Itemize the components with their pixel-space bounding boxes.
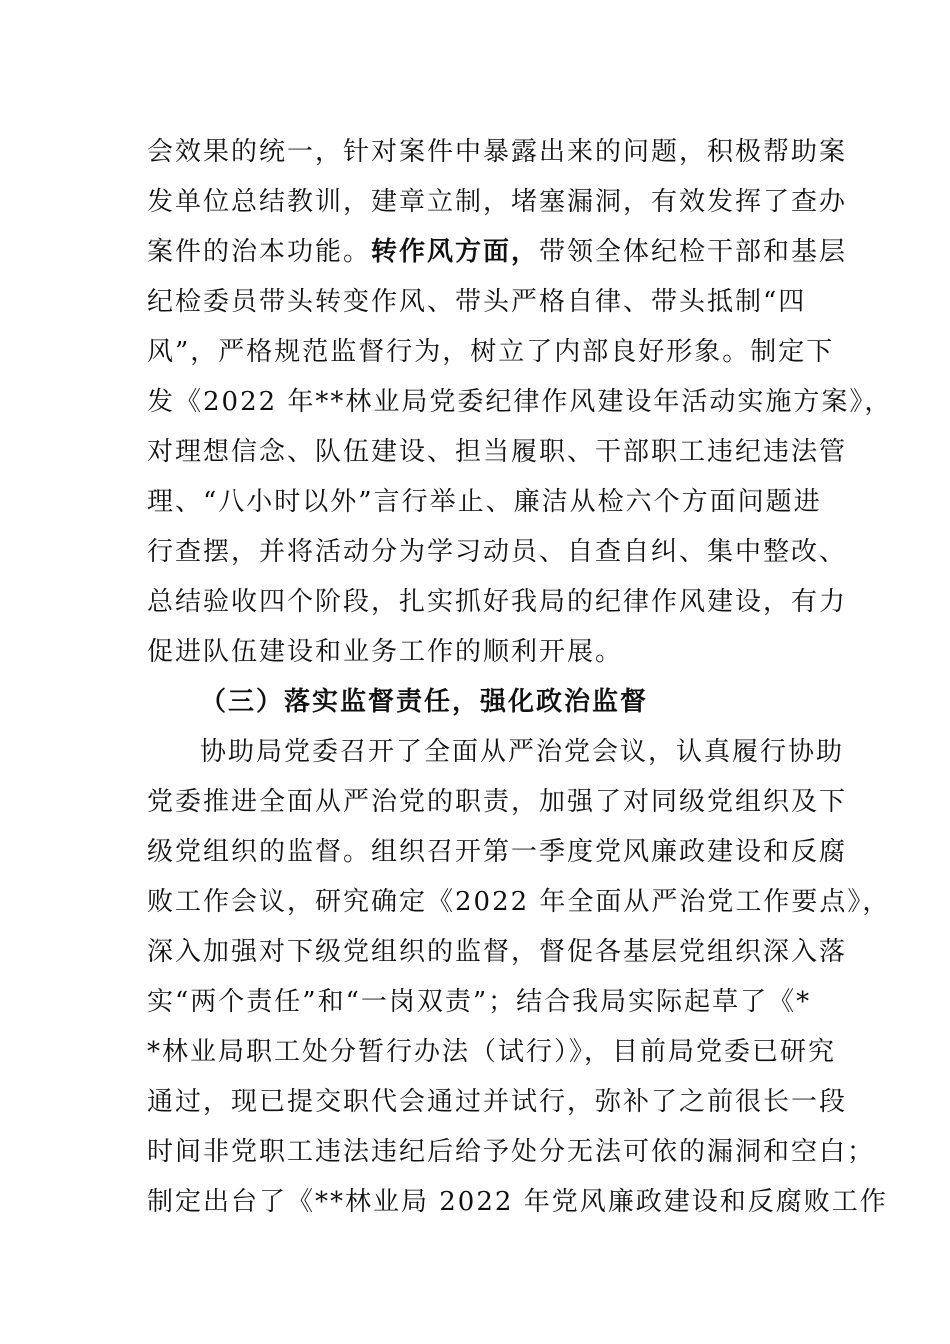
body-text-line: 会效果的统一，针对案件中暴露出来的问题，积极帮助案 (147, 137, 848, 167)
body-text-line: 发单位总结教训，建章立制，堵塞漏洞，有效发挥了查办 (147, 187, 848, 217)
body-text-line: 深入加强对下级党组织的监督，督促各基层党组织深入落 (147, 937, 848, 967)
body-text-line: 实“两个责任”和“一岗双责”；结合我局实际起草了《* (147, 987, 812, 1017)
section-heading: （三）落实监督责任，强化政治监督 (200, 687, 649, 717)
body-text-line: 时间非党职工违法违纪后给予处分无法可依的漏洞和空白； (147, 1137, 876, 1167)
body-text-line: 通过，现已提交职代会通过并试行，弥补了之前很长一段 (147, 1087, 848, 1117)
bold-emphasis: 转作风方面， (371, 237, 540, 267)
body-text-line: 发《2022 年**林业局党委纪律作风建设年活动实施方案》， (147, 387, 893, 417)
body-text-line: 对理想信念、队伍建设、担当履职、干部职工违纪违法管 (147, 437, 848, 467)
body-text-line: 纪检委员带头转变作风、带头严格自律、带头抵制“四 (147, 287, 807, 317)
body-text-line: 制定出台了《**林业局 2022 年党风廉政建设和反腐败工作 (147, 1187, 888, 1217)
body-text-line: 理、“八小时以外”言行举止、廉洁从检六个方面问题进 (147, 487, 822, 517)
body-text-line: 风”，严格规范监督行为，树立了内部良好形象。制定下 (147, 337, 835, 367)
body-text-line: 级党组织的监督。组织召开第一季度党风廉政建设和反腐 (147, 837, 848, 867)
body-text-line: 促进队伍建设和业务工作的顺利开展。 (147, 637, 624, 667)
body-text-line: *林业局职工处分暂行办法（试行）》，目前局党委已研究 (147, 1037, 837, 1067)
body-text-line: 党委推进全面从严治党的职责，加强了对同级党组织及下 (147, 787, 848, 817)
body-text-segment: 带领全体纪检干部和基层 (539, 237, 848, 267)
body-text-segment: 案件的治本功能。 (147, 237, 372, 267)
body-text-line (147, 232, 848, 272)
body-text-line: 行查摆，并将活动分为学习动员、自查自纠、集中整改、 (147, 537, 848, 567)
body-text-line: 败工作会议，研究确定《2022 年全面从严治党工作要点》， (147, 887, 891, 917)
body-text-line: 协助局党委召开了全面从严治党会议，认真履行协助 (200, 737, 845, 767)
body-text-line: 总结验收四个阶段，扎实抓好我局的纪律作风建设，有力 (147, 587, 848, 617)
